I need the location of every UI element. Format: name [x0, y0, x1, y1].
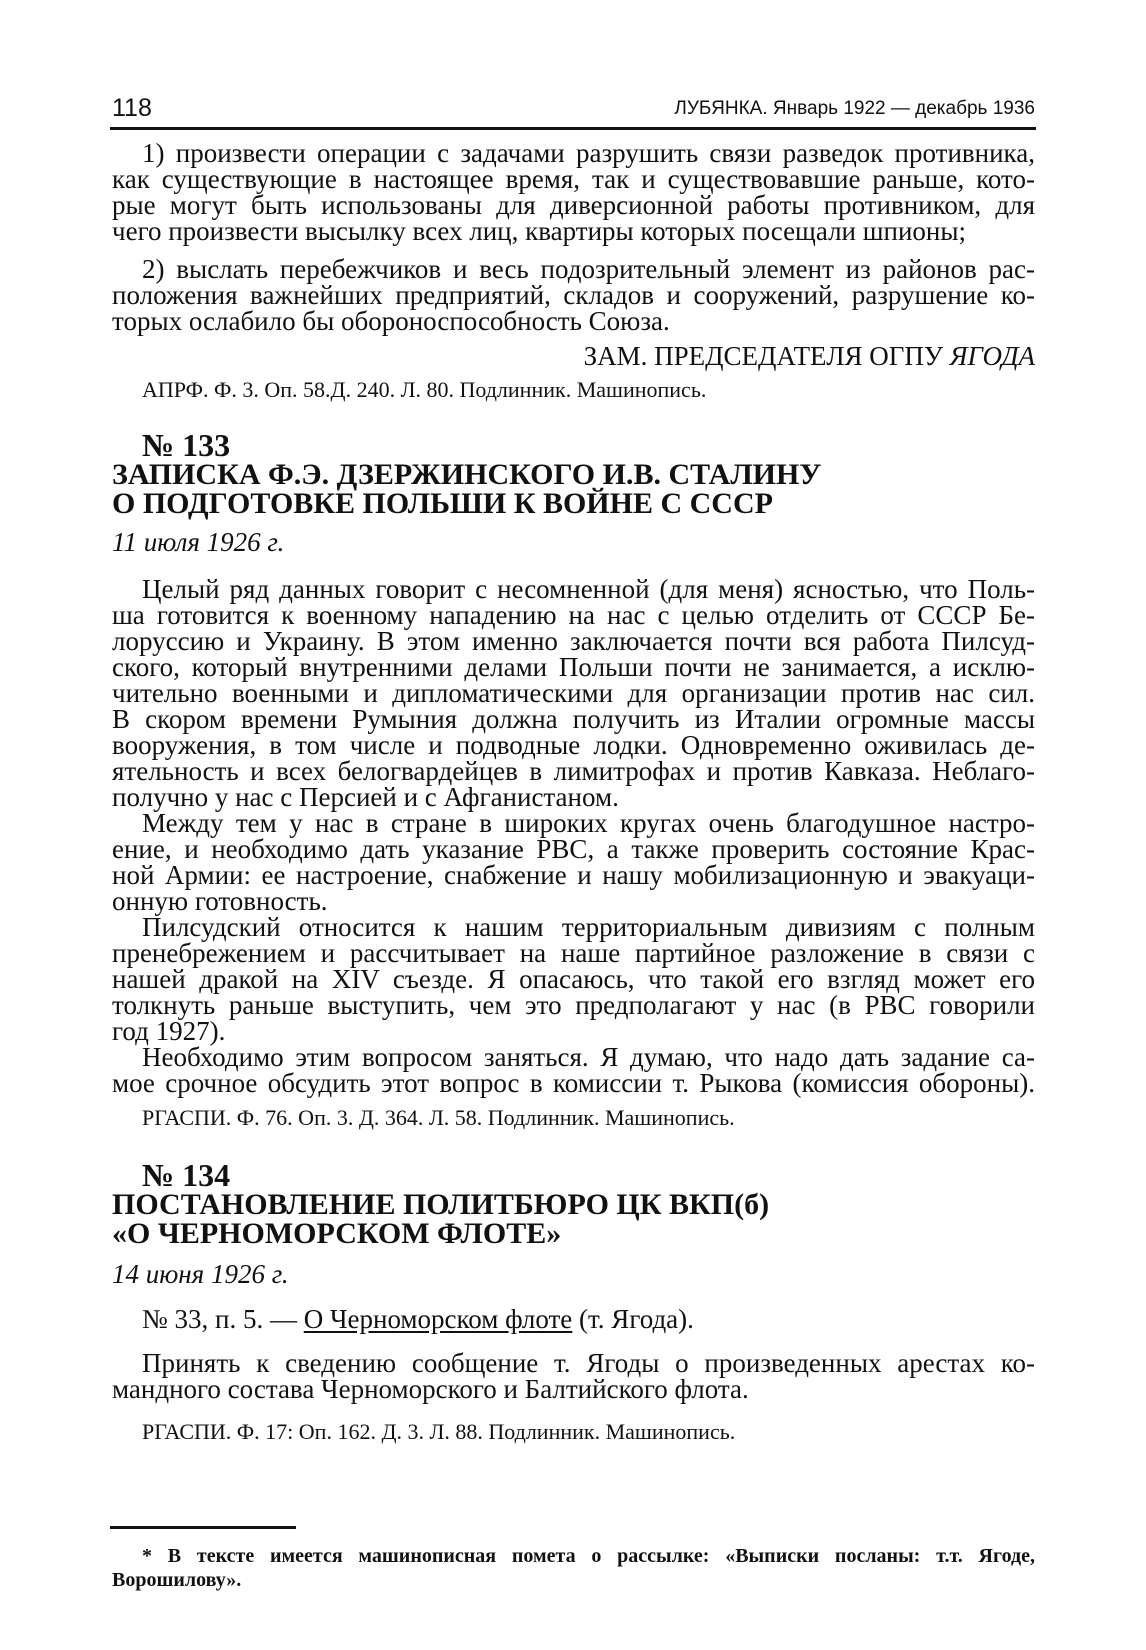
body-line: мандного состава Черноморского и Балтийского флота. — [112, 1374, 749, 1404]
body-line: ского, который внутренними делами Польши почти не занимается, а исклю- — [112, 652, 1035, 682]
archive-reference: РГАСПИ. Ф. 17: Оп. 162. Д. 3. Л. 88. Подлинник. Машинопись. — [142, 1419, 736, 1444]
body-line: мое срочное обсудить этот вопрос в комиссии т. Рыкова (комиссия обороны). — [112, 1068, 1035, 1098]
header-rule — [110, 127, 1036, 130]
body-line: 2) выслать перебежчиков и весь подозрительный элемент из районов рас- — [142, 254, 1035, 284]
body-line: торых ослабило бы обороноспособность Союза. — [112, 306, 670, 336]
footnote-line: Ворошилову». — [112, 1569, 242, 1591]
archive-reference: РГАСПИ. Ф. 76. Оп. 3. Д. 364. Л. 58. Подлинник. Машинопись. — [142, 1105, 735, 1130]
body-line: Принять к сведению сообщение т. Ягоды о произведенных арестах ко- — [142, 1348, 1035, 1378]
signature-title: ЗАМ. ПРЕДСЕДАТЕЛЯ ОГПУ — [583, 341, 943, 371]
document-date: 11 июля 1926 г. — [112, 527, 285, 557]
resolution-item — [142, 1306, 1035, 1332]
page-number: 118 — [112, 94, 152, 122]
body-line: ение, и необходимо дать указание РВС, а также проверить состояние Крас- — [112, 834, 1035, 864]
document-title-line: ЗАПИСКА Ф.Э. ДЗЕРЖИНСКОГО И.В. СТАЛИНУ — [112, 458, 822, 491]
body-line: 1) произвести операции с задачами разрушить связи разведок противника, — [142, 138, 1035, 168]
body-line: вооружения, в том числе и подводные лодки. Одновременно оживилась де- — [112, 730, 1035, 760]
body-line: пренебрежением и рассчитывает на наше партийное разложение в связи с — [112, 938, 1035, 968]
signature — [584, 342, 1035, 370]
body-line: лоруссию и Украину. В этом именно заключается почти вся работа Пилсуд- — [112, 626, 1035, 656]
body-line: нашей дракой на XIV съезде. Я опасаюсь, что такой его взгляд может его — [112, 964, 1035, 994]
body-line: получно у нас с Персией и с Афганистаном. — [112, 782, 619, 812]
document-title-line: «О ЧЕРНОМОРСКОМ ФЛОТЕ» — [112, 1217, 562, 1250]
body-line: как существующие в настоящее время, так и существовавшие раньше, кото- — [112, 164, 1035, 194]
body-line: чего произвести высылку всех лиц, квартиры которых посещали шпионы; — [112, 216, 967, 246]
signature-name: ЯГОДА — [949, 341, 1035, 371]
document-title-line: О ПОДГОТОВКЕ ПОЛЬШИ К ВОЙНЕ С СССР — [112, 487, 773, 520]
body-line: онную готовность. — [112, 886, 328, 916]
item-subject: О Черноморском флоте — [303, 1304, 573, 1334]
document-title-line: ПОСТАНОВЛЕНИЕ ПОЛИТБЮРО ЦК ВКП(б) — [112, 1188, 770, 1221]
footnote-line: * В тексте имеется машинописная помета о рассылке: «Выписки посланы: т.т. Ягоде, — [142, 1545, 1035, 1567]
body-line: В скором времени Румыния должна получить из Италии огромные массы — [112, 704, 1035, 734]
body-line: положения важнейших предприятий, складов и сооружений, разрушение ко- — [112, 280, 1035, 310]
body-line: год 1927). — [112, 1016, 226, 1046]
document-date: 14 июня 1926 г. — [112, 1259, 289, 1289]
body-line: рые могут быть использованы для диверсионной работы противником, для — [112, 190, 1035, 220]
body-line: Необходимо этим вопросом заняться. Я думаю, что надо дать задание са- — [142, 1042, 1035, 1072]
running-title: ЛУБЯНКА. Январь 1922 — декабрь 1936 — [674, 98, 1035, 119]
body-line: Целый ряд данных говорит с несомненной (для меня) ясностью, что Поль- — [142, 574, 1035, 604]
body-line: Между тем у нас в стране в широких кругах очень благодушное настро- — [142, 808, 1035, 838]
body-line: толкнуть раньше выступить, чем это предполагают у нас (в РВС говорили — [112, 990, 1035, 1020]
body-line: ной Армии: ее настроение, снабжение и нашу мобилизационную и эвакуаци- — [112, 860, 1035, 890]
footnote-rule — [110, 1526, 296, 1529]
body-line: Пилсудский относится к нашим территориальным дивизиям с полным — [142, 912, 1035, 942]
body-line: ятельность и всех белогвардейцев в лимитрофах и против Кавказа. Неблаго- — [112, 756, 1035, 786]
document-number: № 133 — [142, 427, 231, 463]
body-line: ша готовится к военному нападению на нас с целью отделить от СССР Бе- — [112, 600, 1035, 630]
item-suffix: (т. Ягода). — [572, 1304, 694, 1334]
document-number: № 134 — [142, 1157, 231, 1193]
item-prefix: № 33, п. 5. — — [142, 1304, 304, 1334]
archive-reference: АПРФ. Ф. 3. Оп. 58.Д. 240. Л. 80. Подлинник. Машинопись. — [142, 377, 707, 402]
body-line: чительно военными и дипломатическими для организации против нас сил. — [112, 678, 1035, 708]
